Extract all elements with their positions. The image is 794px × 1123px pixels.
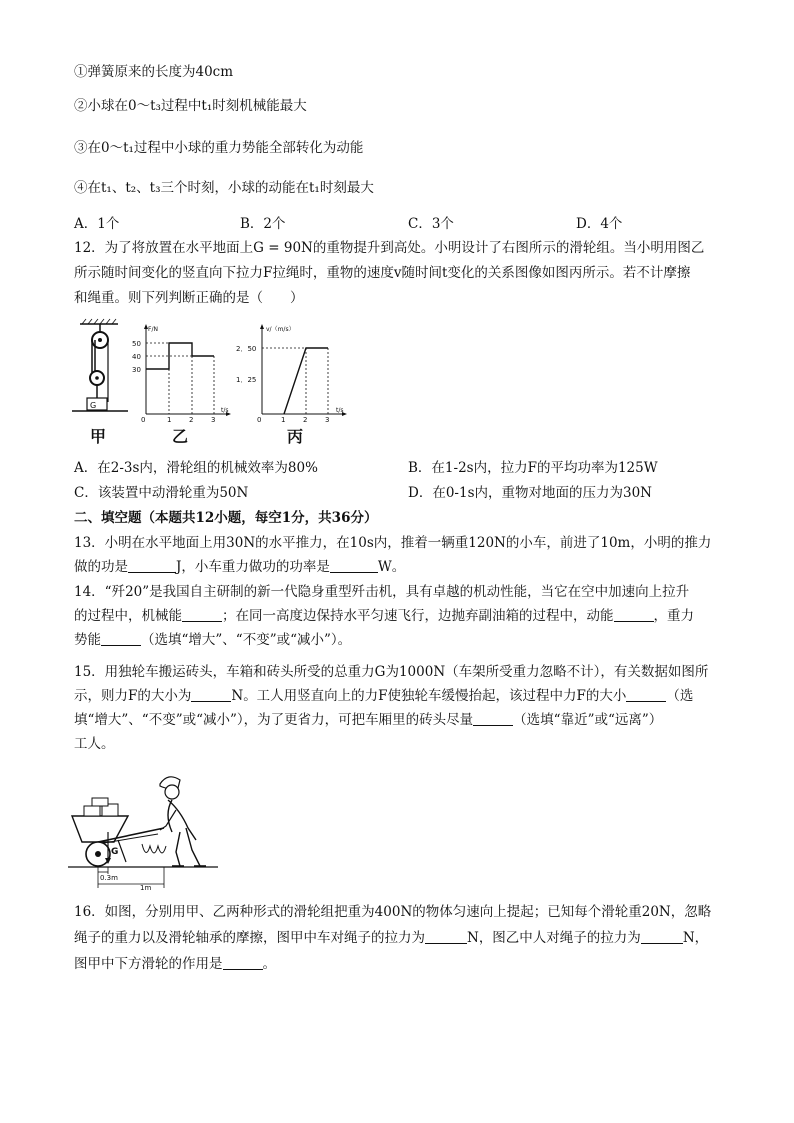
yi-x-tick-2: 2 [189, 416, 194, 424]
q12-line-3: 和绳重。则下列判断正确的是（ ） [74, 290, 304, 306]
bing-x-tick-0: 0 [257, 416, 262, 424]
q15-line-2: 示，则力F的大小为 N。工人用竖直向上的力F使独轮车缓慢抬起，该过程中力F的大小 （选 [74, 688, 694, 704]
wheelbarrow-dim-0.3m: 0.3m [100, 874, 118, 882]
yi-y-tick-40: 40 [132, 353, 141, 361]
bing-x-tick-3: 3 [325, 416, 330, 424]
bing-y-axis-label: v/（m/s） [266, 326, 295, 333]
yi-x-tick-0: 0 [141, 416, 146, 424]
q15-blank-force-change[interactable] [626, 687, 666, 702]
q12-options-row-1 [74, 458, 724, 478]
wheelbarrow-figure [68, 770, 218, 890]
q16-line-3: 图甲中下方滑轮的作用是 。 [74, 956, 276, 972]
q12-option-c: C．该装置中动滑轮重为50N [74, 485, 249, 501]
q14-blank-kinetic-energy[interactable] [614, 607, 654, 622]
q15-line-1: 15．用独轮车搬运砖头，车箱和砖头所受的总重力G为1000N（车架所受重力忽略不计），有关数据如图所 [74, 664, 709, 680]
statement-4: ④在t₁、t₂、t₃三个时刻，小球的动能在t₁时刻最大 [74, 180, 374, 196]
q11-options [74, 214, 724, 234]
q12-option-a: A．在2-3s内，滑轮组的机械效率为80% [74, 460, 318, 476]
q16-blank-car-pull[interactable] [425, 929, 467, 944]
q12-line-1: 12．为了将放置在水平地面上G = 90N的重物提升到高处。小明设计了右图所示的滑轮组。当小明用图乙 [74, 240, 705, 256]
bing-y-tick-2.50: 2．50 [236, 345, 257, 353]
pulley-figure-jia [70, 318, 130, 418]
q14-line-3: 势能 （选填“增大”、“不变”或“减小”）。 [74, 632, 352, 648]
q14-blank-mechanical-energy[interactable] [182, 607, 222, 622]
yi-y-axis-label: F/N [148, 326, 158, 333]
q16-line-2: 绳子的重力以及滑轮轴承的摩擦，图甲中车对绳子的拉力为 N，图乙中人对绳子的拉力为 N， [74, 930, 709, 946]
label-jia: 甲 [90, 427, 107, 446]
q11-option-a: A．1个 [74, 216, 120, 232]
yi-y-tick-30: 30 [132, 366, 141, 374]
q12-options-row-2 [74, 483, 724, 503]
q11-option-b: B．2个 [240, 216, 286, 232]
q16-line-1: 16．如图，分别用甲、乙两种形式的滑轮组把重为400N的物体匀速向上提起；已知每个滑轮重20N，忽略 [74, 904, 712, 920]
velocity-time-graph [236, 322, 358, 424]
force-time-graph [132, 322, 238, 424]
statement-3: ③在0～t₁过程中小球的重力势能全部转化为动能 [74, 140, 364, 156]
q11-option-c: C．3个 [408, 216, 454, 232]
bing-x-axis-label: t/s [336, 407, 344, 414]
q13-line-2: 做的功是 J，小车重力做功的功率是 W。 [74, 559, 406, 575]
yi-y-tick-50: 50 [132, 340, 141, 348]
q14-line-1: 14．“歼20”是我国自主研制的新一代隐身重型歼击机，具有卓越的机动性能，当它在空中加速向上拉升 [74, 584, 690, 600]
section-title: 二、填空题（本题共12小题，每空1分，共36分） [74, 510, 378, 526]
q12-line-2: 所示随时间变化的竖直向下拉力F拉绳时，重物的速度v随时间t变化的关系图像如图丙所示。若不计摩擦 [74, 265, 691, 281]
q11-option-d: D．4个 [576, 216, 623, 232]
q16-blank-person-pull[interactable] [641, 929, 683, 944]
q15-line-3: 填“增大”、“不变”或“减小”），为了更省力，可把车厢里的砖头尽量 （选填“靠近”或“远离”） [74, 712, 663, 728]
q16-blank-pulley-role[interactable] [223, 955, 263, 970]
statement-2: ②小球在0～t₃过程中t₁时刻机械能最大 [74, 98, 307, 114]
q12-option-d: D．在0-1s内，重物对地面的压力为30N [408, 485, 652, 501]
wheelbarrow-dim-1m: 1m [140, 884, 152, 892]
label-yi: 乙 [172, 427, 189, 446]
label-bing: 丙 [287, 427, 304, 446]
bing-x-tick-2: 2 [303, 416, 308, 424]
yi-x-tick-3: 3 [211, 416, 216, 424]
q14-line-2: 的过程中，机械能 ；在同一高度边保持水平匀速飞行，边抛弃副油箱的过程中，动能 ，重力 [74, 608, 694, 624]
bing-x-tick-1: 1 [281, 416, 286, 424]
statement-1: ①弹簧原来的长度为40cm [74, 64, 234, 80]
bing-y-tick-1.25: 1．25 [236, 376, 257, 384]
wheelbarrow-label-g: G [111, 847, 119, 857]
q13-blank-work[interactable] [128, 558, 176, 573]
q15-blank-force[interactable] [191, 687, 231, 702]
q15-blank-position[interactable] [473, 711, 513, 726]
q15-line-4: 工人。 [74, 736, 115, 752]
q13-blank-power[interactable] [330, 558, 378, 573]
q12-option-b: B．在1-2s内，拉力F的平均功率为125W [408, 460, 658, 476]
yi-x-axis-label: t/s [221, 407, 229, 414]
yi-x-tick-1: 1 [167, 416, 172, 424]
q14-blank-potential-energy[interactable] [101, 631, 141, 646]
svg-text:G: G [90, 401, 97, 410]
q13-line-1: 13．小明在水平地面上用30N的水平推力，在10s内，推着一辆重120N的小车，前进了10m，小明的推力 [74, 535, 712, 551]
